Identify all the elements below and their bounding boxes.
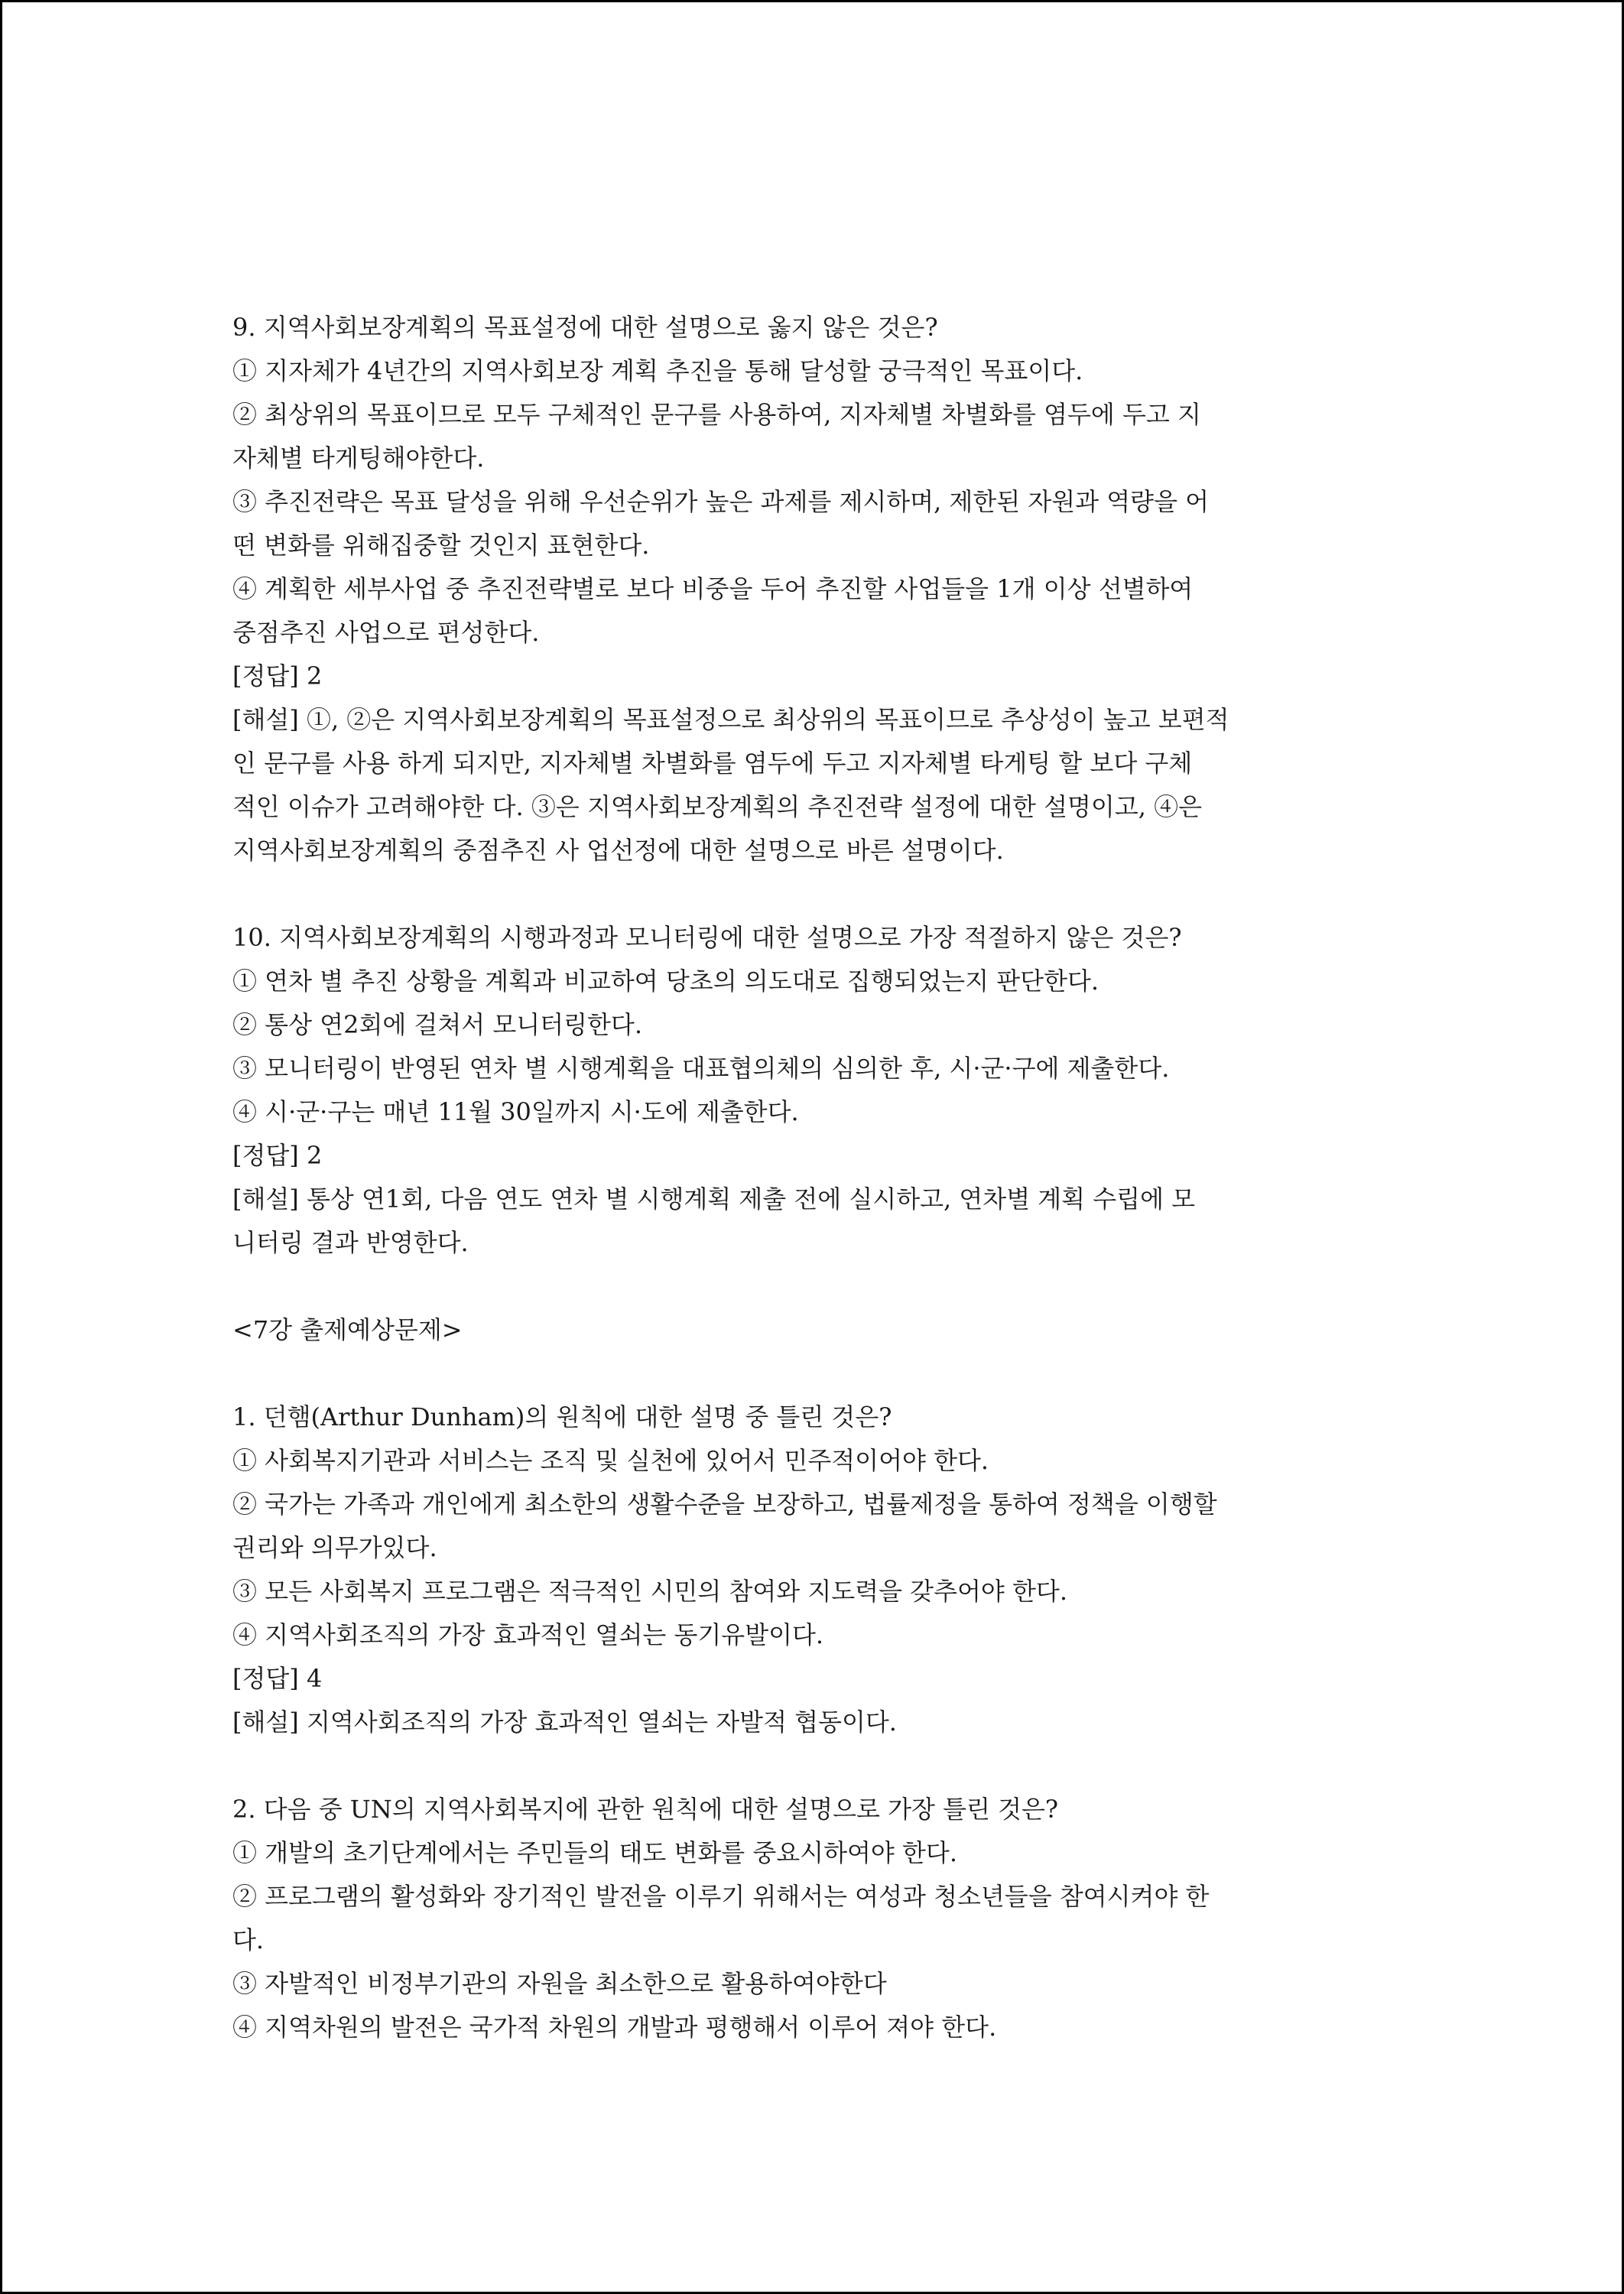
section-question-2-option-1: ① 개발의 초기단계에서는 주민들의 태도 변화를 중요시하여야 한다. (232, 1838, 958, 1867)
section-question-1-option-2-cont: 권리와 의무가있다. (232, 1533, 437, 1562)
question-10-explanation: [해설] 통상 연1회, 다음 연도 연차 별 시행계획 제출 전에 실시하고, 연차별 계획 수립에 모 (232, 1184, 1196, 1214)
question-10-answer: [정답] 2 (232, 1141, 323, 1170)
question-9-answer: [정답] 2 (232, 661, 323, 690)
question-9-option-4: ④ 계획한 세부사업 중 추진전략별로 보다 비중을 두어 추진할 사업들을 1개 이상 선별하여 (232, 574, 1194, 603)
section-question-2-option-4: ④ 지역차원의 발전은 국가적 차원의 개발과 평행해서 이루어 져야 한다. (232, 2013, 997, 2042)
spacer (232, 872, 1390, 916)
section-question-1-option-1: ① 사회복지기관과 서비스는 조직 및 실천에 있어서 민주적이어야 한다. (232, 1446, 989, 1475)
section-question-1-answer: [정답] 4 (232, 1664, 323, 1693)
spacer (232, 1352, 1390, 1396)
question-10-option-2: ② 통상 연2회에 걸쳐서 모니터링한다. (232, 1010, 642, 1039)
question-10-text: 10. 지역사회보장계획의 시행과정과 모니터링에 대한 설명으로 가장 적절하지 않은 것은? (232, 923, 1182, 952)
question-9-option-4-cont: 중점추진 사업으로 편성한다. (232, 618, 540, 647)
section-question-1-text: 1. 던햄(Arthur Dunham)의 원칙에 대한 설명 중 틀린 것은? (232, 1402, 892, 1431)
question-9-option-3: ③ 추진전략은 목표 달성을 위해 우선순위가 높은 과제를 제시하며, 제한된 자원과 역량을 어 (232, 487, 1210, 516)
section-question-1 (232, 1396, 1390, 1744)
section-question-2-option-2-cont: 다. (232, 1925, 265, 1954)
question-9-explanation-cont: 지역사회보장계획의 중점추진 사 업선정에 대한 설명으로 바른 설명이다. (232, 836, 1004, 865)
spacer (232, 1744, 1390, 1788)
question-9-explanation: [해설] ①, ②은 지역사회보장계획의 목표설정으로 최상위의 목표이므로 추상성이 높고 보편적 (232, 705, 1229, 734)
spacer (232, 1265, 1390, 1308)
section-question-1-explanation: [해설] 지역사회조직의 가장 효과적인 열쇠는 자발적 협동이다. (232, 1708, 897, 1737)
section-question-2-text: 2. 다음 중 UN의 지역사회복지에 관한 원칙에 대한 설명으로 가장 틀린 것은? (232, 1795, 1059, 1824)
question-10-option-3: ③ 모니터링이 반영된 연차 별 시행계획을 대표협의체의 심의한 후, 시·군·구에 제출한다. (232, 1054, 1170, 1083)
question-9-option-1: ① 지자체가 4년간의 지역사회보장 계획 추진을 통해 달성할 궁극적인 목표이다. (232, 356, 1083, 385)
question-9-option-2: ② 최상위의 목표이므로 모두 구체적인 문구를 사용하여, 지자체별 차별화를 염두에 두고 지 (232, 400, 1201, 429)
question-9-option-2-cont: 자체별 타게팅해야한다. (232, 444, 485, 473)
section-question-2-option-3: ③ 자발적인 비정부기관의 자원을 최소한으로 활용하여야한다 (232, 1969, 887, 1998)
question-9-explanation-cont: 인 문구를 사용 하게 되지만, 지자체별 차별화를 염두에 두고 지자체별 타게팅 할 보다 구체 (232, 749, 1193, 778)
section-question-1-option-4: ④ 지역사회조직의 가장 효과적인 열쇠는 동기유발이다. (232, 1620, 824, 1649)
section-question-2 (232, 1788, 1390, 2049)
question-10-option-4: ④ 시·군·구는 매년 11월 30일까지 시·도에 제출한다. (232, 1097, 799, 1126)
question-9 (232, 306, 1390, 872)
question-10-option-1: ① 연차 별 추진 상황을 계획과 비교하여 당초의 의도대로 집행되었는지 판단한다. (232, 967, 1099, 996)
question-9-option-3-cont: 떤 변화를 위해집중할 것인지 표현한다. (232, 531, 650, 560)
section-question-1-option-2: ② 국가는 가족과 개인에게 최소한의 생활수준을 보장하고, 법률제정을 통하여 정책을 이행할 (232, 1490, 1217, 1519)
question-10-explanation-cont: 니터링 결과 반영한다. (232, 1228, 469, 1257)
question-9-explanation-cont: 적인 이슈가 고려해야한 다. ③은 지역사회보장계획의 추진전략 설정에 대한 설명이고, ④은 (232, 792, 1202, 821)
section-question-1-option-3: ③ 모든 사회복지 프로그램은 적극적인 시민의 참여와 지도력을 갖추어야 한다. (232, 1577, 1067, 1606)
question-10 (232, 916, 1390, 1265)
section-title: <7강 출제예상문제> (232, 1315, 463, 1344)
section-question-2-option-2: ② 프로그램의 활성화와 장기적인 발전을 이루기 위해서는 여성과 청소년들을 참여시켜야 한 (232, 1882, 1210, 1911)
document-body (232, 306, 1390, 2049)
question-9-text: 9. 지역사회보장계획의 목표설정에 대한 설명으로 옳지 않은 것은? (232, 313, 938, 342)
